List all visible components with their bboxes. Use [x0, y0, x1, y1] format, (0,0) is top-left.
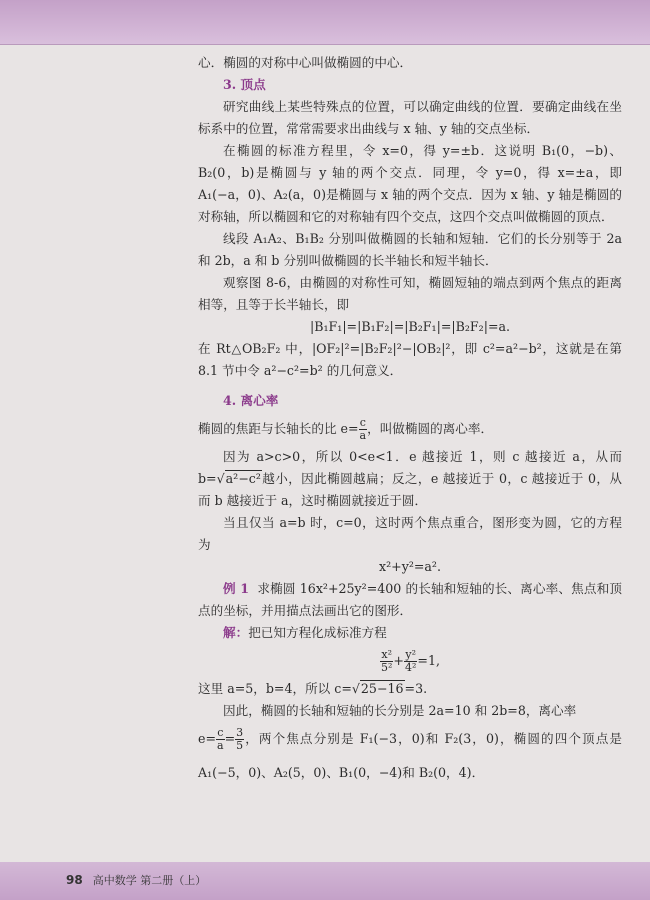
para-4a-post: ，叫做椭圆的离心率． — [367, 421, 494, 436]
heading-vertices: 3. 顶点 — [223, 77, 266, 92]
para-4a-pre: 椭圆的焦距与长轴长的比 e= — [198, 421, 359, 436]
para-3b: 在椭圆的标准方程里，令 x=0，得 y=±b．这说明 B₁(0，−b)、B₂(0，b)是椭圆与 y 轴的两个交点．同理，令 y=0，得 x=±a，即 A₁(−a，0)、A₂(a，0)是椭圆与 x 轴的两个交点．因为 x 轴、y 轴是椭圆的对称轴，所以椭圆和它的对称轴有四个交点，这四个交点叫做椭圆的顶点． — [198, 143, 622, 224]
page-footer — [66, 872, 206, 888]
para-5a-part2: =3. — [404, 681, 428, 696]
para-4c: 当且仅当 a=b 时，c=0，这时两个焦点重合，图形变为圆，它的方程为 — [198, 515, 622, 552]
sqrt-expression: a²−c² — [225, 471, 261, 486]
para-3a: 研究曲线上某些特殊点的位置，可以确定曲线的位置．要确定曲线在坐标系中的位置，常常需要求出曲线与 x 轴、y 轴的交点坐标． — [198, 99, 622, 136]
fraction-den: 5 — [236, 739, 244, 752]
example-text: 求椭圆 16x²+25y²=400 的长轴和短轴的长、离心率、焦点和顶点的坐标，并用描点法画出它的图形． — [198, 581, 623, 618]
solution-label: 解： — [223, 625, 249, 640]
sqrt-expression: 25−16 — [360, 681, 404, 696]
para-intro: 心．椭圆的对称中心叫做椭圆的中心． — [198, 55, 413, 70]
para-5b: 因此，椭圆的长轴和短轴的长分别是 2a=10 和 2b=8，离心率 — [223, 703, 577, 718]
fraction-e — [359, 417, 368, 442]
equation-3: $\frac{\text{x²}}{\text{5²}}$ + $\frac{\text{y²}}{\text{4²}}$ =1, — [381, 648, 440, 674]
equation-2: x²+y²=a². — [379, 559, 441, 574]
fraction-den: 5² — [381, 661, 393, 674]
fraction-y — [404, 649, 417, 674]
example-label: 例 1 — [223, 581, 250, 596]
fraction-c-a — [216, 727, 225, 752]
para-5c: e= $\frac{c}{a}$ = $\frac{3}{5}$ ，两个焦点分别是 F₁(−3，0)和 F₂(3，0)，椭圆的四个顶点是 A₁(−5，0)、A₂(5，0)、B₁(0，−4)和 B₂(0，4)． — [198, 726, 622, 780]
fraction-num: c — [217, 726, 224, 739]
para-4b-part2: 越小，因此椭圆越扁；反之，e 越接近于 0，c 越接近于 0，从而 b 越接近于 a，这时椭圆就接近于圆． — [198, 471, 622, 508]
fraction-den: a — [217, 739, 224, 752]
fraction-3-5 — [235, 727, 244, 752]
para-5c-pre: e= — [198, 731, 217, 746]
para-5a-part1: 这里 a=5，b=4，所以 c= — [198, 681, 352, 696]
para-5c-post: ，两个焦点分别是 F₁(−3，0)和 F₂(3，0)，椭圆的四个顶点是 A₁(−5，0)、A₂(5，0)、B₁(0，−4)和 B₂(0，4)． — [198, 731, 622, 780]
para-5a: 这里 a=5，b=4，所以 c=√25−16=3. — [198, 681, 428, 696]
fraction-num: 3 — [236, 726, 244, 739]
example-1 — [198, 578, 622, 622]
heading-eccentricity: 4. 离心率 — [223, 393, 279, 408]
equation-1: |B₁F₁|=|B₁F₂|=|B₂F₁|=|B₂F₂|=a. — [309, 319, 511, 334]
para-3c: 线段 A₁A₂、B₁B₂ 分别叫做椭圆的长轴和短轴．它们的长分别等于 2a 和 2b，a 和 b 分别叫做椭圆的长半轴长和短半轴长． — [198, 231, 622, 268]
page-number: 98 — [66, 873, 83, 887]
page-body — [198, 52, 622, 790]
fraction-num: c — [359, 416, 366, 429]
para-4b-part1: 因为 a>c>0，所以 0<e<1．e 越接近 1，则 c 越接近 a，从而 b= — [198, 449, 622, 486]
para-3e: 在 Rt△OB₂F₂ 中，|OF₂|²=|B₂F₂|²−|OB₂|²，即 c²=a²−b²，这就是在第 8.1 节中令 a²−c²=b² 的几何意义． — [198, 341, 622, 378]
fraction-num: x² — [381, 648, 393, 661]
fraction-num: y² — [405, 648, 416, 661]
para-4b: 因为 a>c>0，所以 0<e<1．e 越接近 1，则 c 越接近 a，从而 b=√a²−c²越小，因此椭圆越扁；反之，e 越接近于 0，c 越接近于 0，从而 b 越接近于 a，这时椭圆就接近于圆． — [198, 449, 622, 508]
solution-line — [198, 622, 622, 644]
para-4a — [198, 412, 622, 446]
solution-text: 把已知方程化成标准方程 — [248, 625, 387, 640]
top-band — [0, 0, 650, 45]
para-3d: 观察图 8-6，由椭圆的对称性可知，椭圆短轴的端点到两个焦点的距离相等，且等于长半轴长，即 — [198, 275, 622, 312]
fraction-x — [380, 649, 393, 674]
book-title: 高中数学 第二册（上） — [92, 874, 207, 887]
fraction-den: 4² — [404, 661, 417, 674]
equation-3-tail: =1, — [417, 653, 440, 668]
fraction-den: a — [359, 429, 367, 442]
